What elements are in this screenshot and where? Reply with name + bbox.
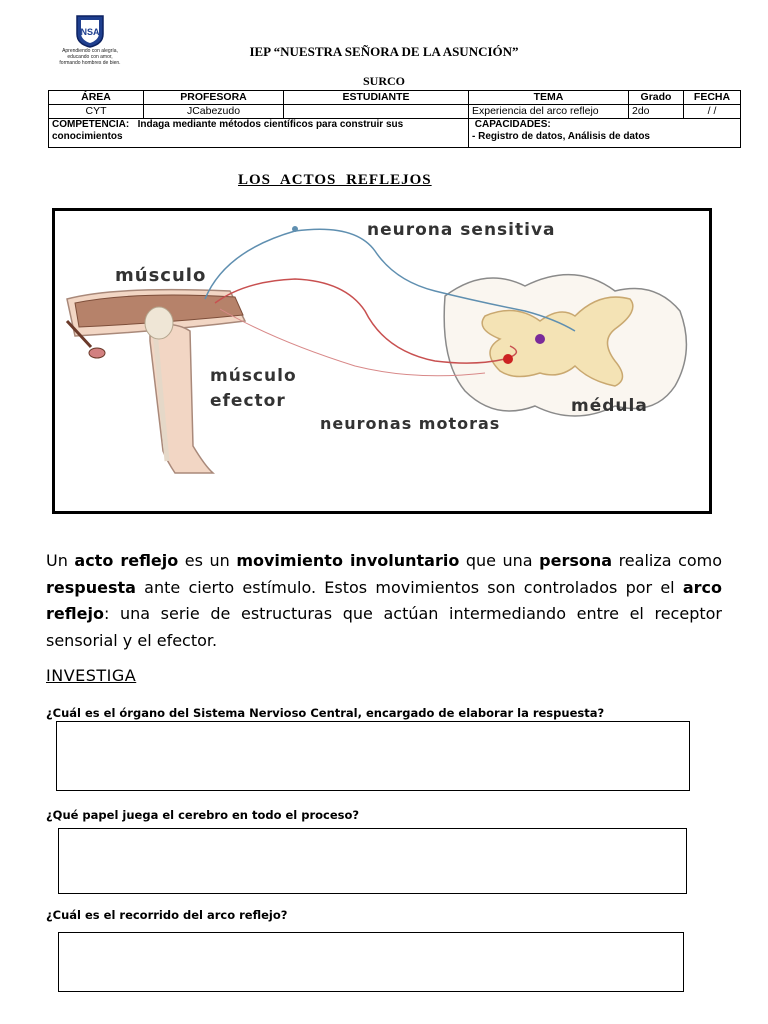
col-grado: Grado [629, 91, 684, 105]
logo-motto-3: formando hombres de bien. [59, 60, 121, 66]
para-text-3: que una [459, 551, 540, 570]
para-bold-persona: persona [539, 551, 613, 570]
capacidades-text: - Registro de datos, Análisis de datos [472, 131, 650, 142]
cell-area: CYT [49, 105, 144, 119]
table-header-row [49, 91, 741, 105]
para-bold-arco-reflejo: arco reflejo [46, 577, 722, 623]
para-bold-respuesta: respuesta [46, 577, 136, 597]
capacidades-cell [469, 119, 741, 148]
para-bold-movimiento: movimiento involuntario [236, 551, 460, 570]
reflex-arc-illustration [55, 211, 709, 511]
col-tema: TEMA [469, 91, 629, 105]
para-text-4: realiza como [612, 551, 723, 570]
capacidades-label: CAPACIDADES: [474, 119, 551, 130]
school-logo [48, 14, 132, 70]
col-estudiante: ESTUDIANTE [284, 91, 469, 105]
cell-estudiante[interactable] [284, 105, 469, 119]
school-name: IEP “NUESTRA SEÑORA DE LA ASUNCIÓN” [249, 44, 519, 59]
logo-motto-1: Aprendiendo con alegría, [62, 48, 118, 54]
question-1: ¿Cuál es el órgano del Sistema Nervioso Central, encargado de elaborar la respuesta? [46, 706, 605, 720]
answer-box-3[interactable] [58, 932, 684, 992]
col-profesora: PROFESORA [144, 91, 284, 105]
competencia-row [49, 119, 741, 148]
col-fecha: FECHA [684, 91, 741, 105]
motor-neuron-body [503, 354, 513, 364]
hammer-head [89, 348, 105, 358]
table-row [49, 105, 741, 119]
label-musculo-efector-2: efector [210, 391, 286, 411]
col-area: ÁREA [49, 91, 144, 105]
label-musculo-efector-1: músculo [210, 366, 297, 386]
competencia-text: Indaga mediante métodos científicos para construir sus conocimientos [52, 119, 404, 142]
investiga-heading: INVESTIGA [46, 666, 137, 685]
city-name: SURCO [362, 74, 405, 88]
label-musculo: músculo [115, 265, 207, 286]
reflex-arc-diagram [52, 208, 712, 514]
info-table [48, 90, 741, 148]
cell-fecha[interactable]: / / [684, 105, 741, 119]
cell-tema: Experiencia del arco reflejo [469, 105, 629, 119]
definition-paragraph [46, 548, 722, 654]
label-neurona-sensitiva: neurona sensitiva [367, 220, 556, 240]
cell-profesora: JCabezudo [144, 105, 284, 119]
competencia-label: COMPETENCIA: [52, 119, 130, 130]
sensory-ganglion [292, 226, 298, 232]
shield-icon [75, 14, 105, 48]
question-2: ¿Qué papel juega el cerebro en todo el proceso? [46, 808, 360, 822]
label-neuronas-motoras: neuronas motoras [320, 414, 501, 433]
interneuron-body [535, 334, 545, 344]
logo-motto-2: educando con amor, [67, 54, 113, 60]
answer-box-1[interactable] [56, 721, 690, 791]
para-bold-acto-reflejo: acto reflejo [74, 551, 179, 570]
cell-grado: 2do [629, 105, 684, 119]
para-text-6: : una serie de estructuras que actúan intermediando entre el receptor sensorial y el efector. [46, 604, 722, 650]
competencia-cell [49, 119, 469, 148]
para-text-1: Un [46, 551, 75, 570]
question-3: ¿Cuál es el recorrido del arco reflejo? [46, 908, 288, 922]
answer-box-2[interactable] [58, 828, 687, 894]
label-medula: médula [571, 396, 648, 416]
page-title: LOS ACTOS REFLEJOS [238, 172, 432, 188]
logo-text: NSA [80, 27, 100, 37]
knee-joint [145, 307, 173, 339]
para-text-2: es un [178, 551, 237, 570]
para-text-5: ante cierto estímulo. Estos movimientos son controlados por el [135, 577, 683, 597]
